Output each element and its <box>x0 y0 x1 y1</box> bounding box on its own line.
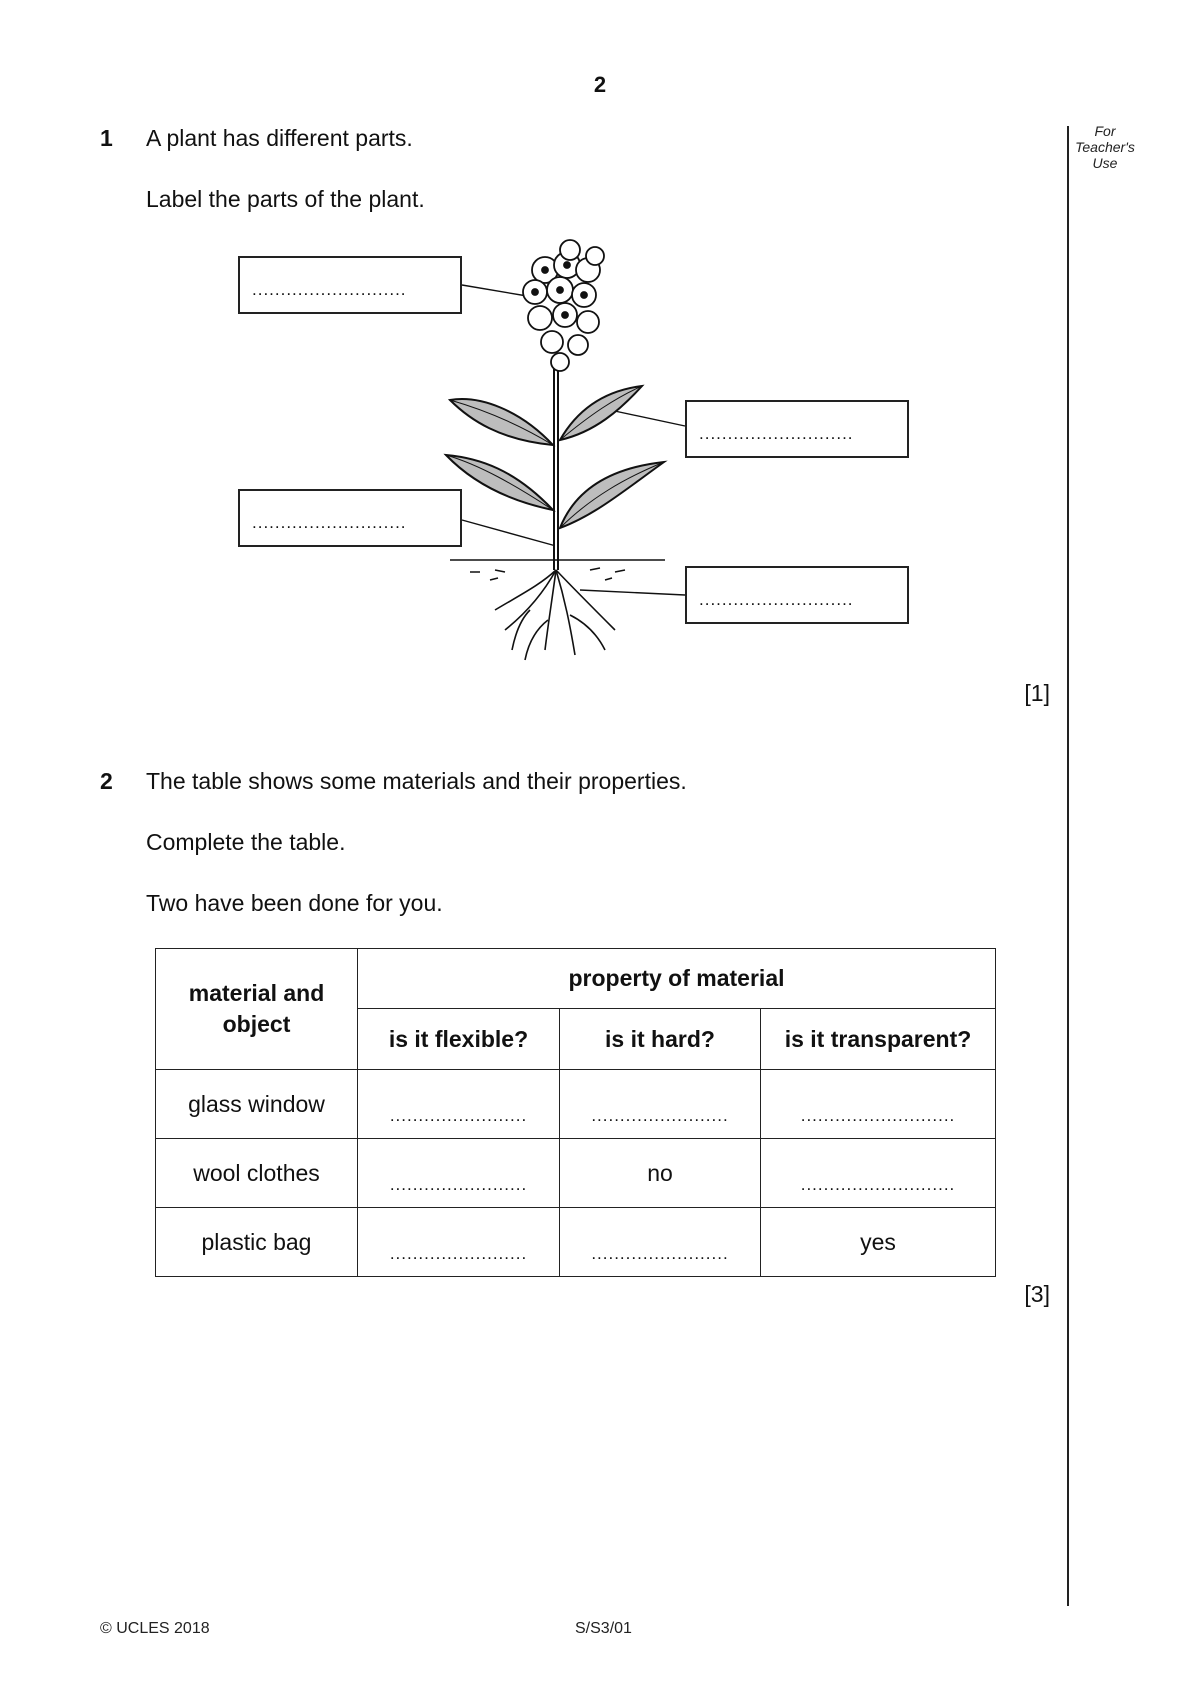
footer-copyright: © UCLES 2018 <box>100 1620 210 1637</box>
leader-line-leaf <box>610 410 685 426</box>
plant-roots <box>495 570 615 660</box>
hard-column-header: is it hard? <box>560 1009 761 1070</box>
question-2-marks: [3] <box>1024 1281 1050 1307</box>
answer-cell[interactable]: ........................ <box>358 1208 560 1277</box>
answer-cell[interactable]: ........................ <box>358 1139 560 1208</box>
teacher-use-margin-note: For Teacher's Use <box>1075 123 1135 172</box>
label-box-leaf[interactable] <box>685 400 909 458</box>
question-2-text: The table shows some materials and their properties. <box>146 768 687 794</box>
table-row <box>156 1139 996 1208</box>
answer-cell[interactable]: ........................... <box>761 1070 996 1139</box>
material-column-header: material and object <box>156 949 358 1070</box>
question-2-number: 2 <box>100 768 113 794</box>
label-box-stem[interactable] <box>238 489 462 547</box>
label-box-root[interactable] <box>685 566 909 624</box>
table-row <box>156 1208 996 1277</box>
leader-line-root <box>580 590 685 595</box>
footer-paper-code: S/S3/01 <box>575 1620 632 1637</box>
materials-table <box>155 948 996 1277</box>
plant-diagram <box>0 0 1200 700</box>
material-cell: wool clothes <box>156 1139 358 1208</box>
question-2-instruction: Complete the table. <box>146 829 346 855</box>
property-group-header: property of material <box>358 949 996 1009</box>
answer-cell[interactable]: ........................ <box>560 1208 761 1277</box>
given-answer-cell: no <box>560 1139 761 1208</box>
answer-dots: ........................... <box>699 424 854 443</box>
table-row <box>156 1070 996 1139</box>
label-box-flower[interactable] <box>238 256 462 314</box>
material-cell: plastic bag <box>156 1208 358 1277</box>
answer-cell[interactable]: ........................... <box>761 1139 996 1208</box>
answer-dots: ........................... <box>252 513 407 532</box>
page-number: 2 <box>593 72 607 97</box>
answer-dots: ........................... <box>699 590 854 609</box>
answer-cell[interactable]: ........................ <box>358 1070 560 1139</box>
leader-line-flower <box>462 285 527 296</box>
answer-cell[interactable]: ........................ <box>560 1070 761 1139</box>
question-1-marks: [1] <box>1024 680 1050 706</box>
question-1-number: 1 <box>100 125 113 151</box>
transparent-column-header: is it transparent? <box>761 1009 996 1070</box>
plant-flowers <box>523 240 604 371</box>
question-1-instruction: Label the parts of the plant. <box>146 186 425 212</box>
question-1-text: A plant has different parts. <box>146 125 413 151</box>
given-answer-cell: yes <box>761 1208 996 1277</box>
answer-dots: ........................... <box>252 280 407 299</box>
question-2-note: Two have been done for you. <box>146 890 443 916</box>
flexible-column-header: is it flexible? <box>358 1009 560 1070</box>
material-cell: glass window <box>156 1070 358 1139</box>
leader-line-stem <box>462 520 556 546</box>
